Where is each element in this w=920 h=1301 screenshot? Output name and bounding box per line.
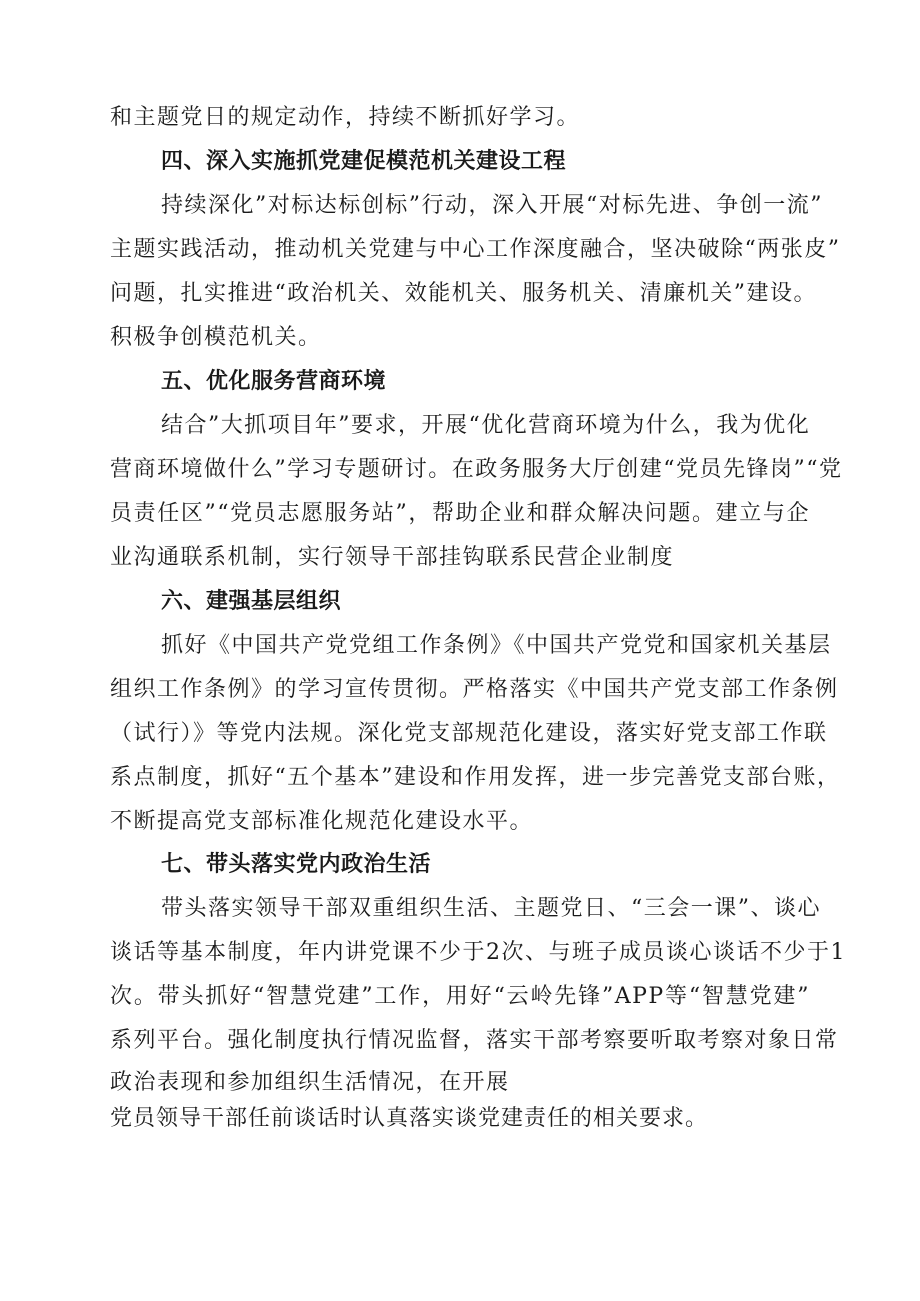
text-line: 谈话等基本制度，年内讲党课不少于2次、与班子成员谈心谈话不少于1 bbox=[110, 940, 846, 965]
section-heading-7: 七、带头落实党内政治生活 bbox=[161, 852, 432, 877]
text-line: 带头落实领导干部双重组织生活、主题党日、“三会一课”、谈心 bbox=[161, 896, 821, 921]
text-line: 不断提高党支部标准化规范化建设水平。 bbox=[110, 809, 534, 834]
text-line: 系点制度，抓好“五个基本”建设和作用发挥，进一步完善党支部台账， bbox=[110, 765, 841, 790]
text-line: 政治表现和参加组织生活情况，在开展 bbox=[110, 1070, 510, 1095]
text-line: 积极争创模范机关。 bbox=[110, 325, 322, 350]
text-line: 抓好《中国共产党党组工作条例》《中国共产党党和国家机关基层 bbox=[161, 633, 832, 658]
section-heading-4: 四、深入实施抓党建促模范机关建设工程 bbox=[161, 149, 567, 174]
section-heading-6: 六、建强基层组织 bbox=[161, 589, 342, 614]
text-line: 党员领导干部任前谈话时认真落实谈党建责任的相关要求。 bbox=[110, 1106, 709, 1131]
text-line: 次。带头抓好“智慧党建”工作，用好“云岭先锋”APP等“智慧党建” bbox=[110, 984, 810, 1009]
text-line: 组织工作条例》的学习宣传贯彻。严格落实《中国共产党支部工作条例 bbox=[110, 677, 839, 702]
text-line: 问题，扎实推进“政治机关、效能机关、服务机关、清廉机关”建设。 bbox=[110, 281, 817, 306]
text-line: 主题实践活动，推动机关党建与中心工作深度融合，坚决破除“两张皮” bbox=[110, 237, 841, 262]
section-heading-5: 五、优化服务营商环境 bbox=[161, 369, 387, 394]
text-line: 结合”大抓项目年”要求，开展“优化营商环境为什么，我为优化 bbox=[161, 413, 811, 438]
text-line: （试行）》等党内法规。深化党支部规范化建设，落实好党支部工作联 bbox=[110, 721, 828, 746]
text-line: 系列平台。强化制度执行情况监督，落实干部考察要听取考察对象日常 bbox=[110, 1028, 839, 1053]
text-line: 员责任区”“党员志愿服务站”，帮助企业和群众解决问题。建立与企 bbox=[110, 501, 810, 526]
text-line: 营商环境做什么”学习专题研讨。在政务服务大厅创建“党员先锋岗”“党 bbox=[110, 457, 843, 482]
text-line: 和主题党日的规定动作，持续不断抓好学习。 bbox=[110, 105, 581, 130]
text-line: 持续深化”对标达标创标”行动，深入开展“对标先进、争创一流” bbox=[161, 193, 823, 218]
text-line: 业沟通联系机制，实行领导干部挂钩联系民营企业制度 bbox=[110, 545, 675, 570]
